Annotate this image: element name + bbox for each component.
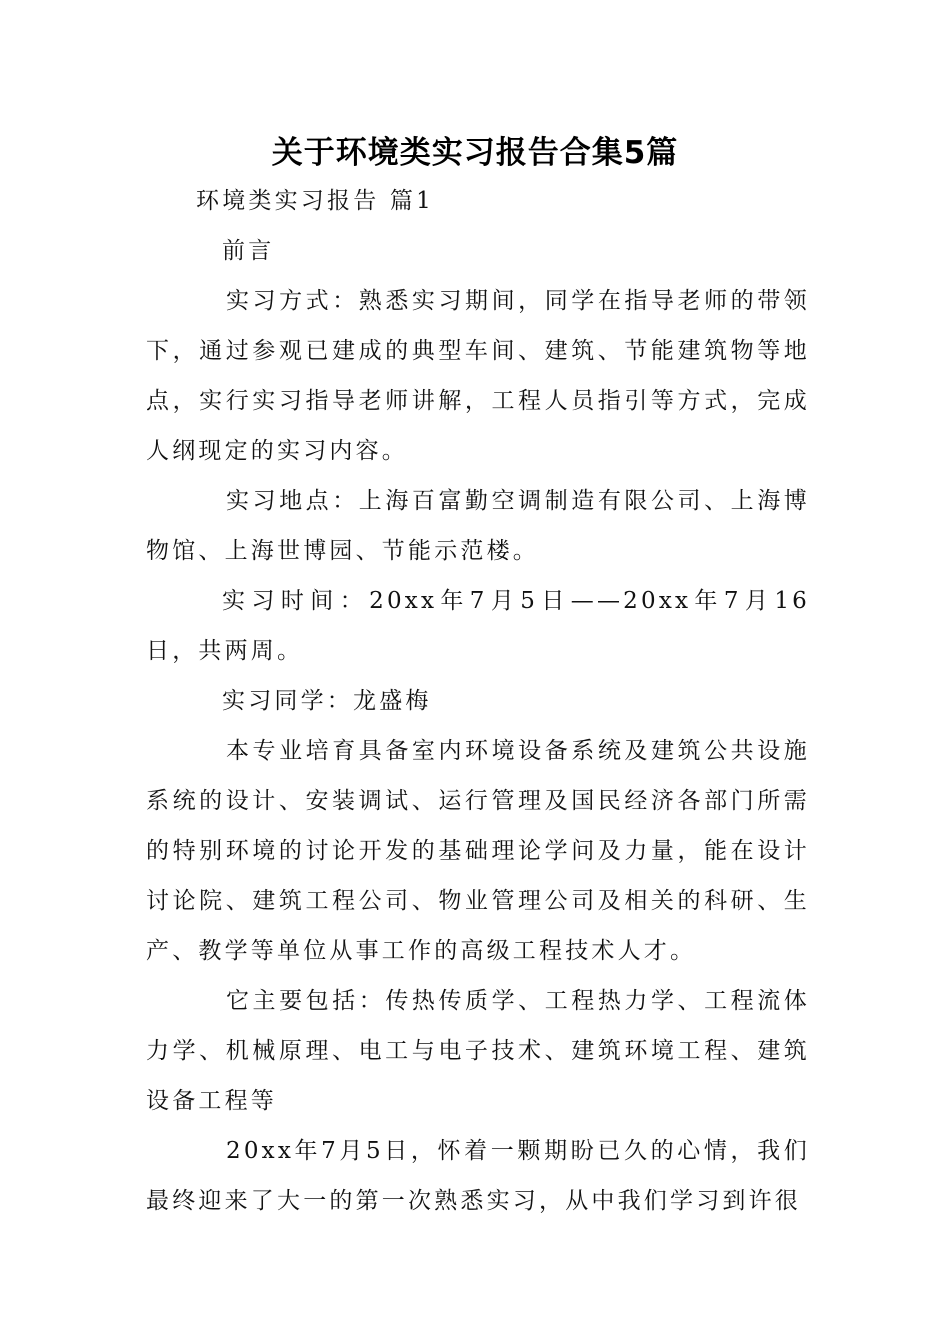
paragraph-main-courses: 它主要包括：传热传质学、工程热力学、工程流体力学、机械原理、电工与电子技术、建筑环境工程、建筑设备工程等 xyxy=(146,988,810,1114)
paragraph-preface: 前言 xyxy=(222,238,275,264)
paragraph-major-description: 本专业培育具备室内环境设备系统及建筑公共设施系统的设计、安装调试、运行管理及国民经济各部门所需的特别环境的讨论开发的基础理论学问及力量，能在设计讨论院、建筑工程公司、物业管理公司及相关的科研、生产、教学等单位从事工作的高级工程技术人才。 xyxy=(146,738,810,964)
paragraph-internship-method: 实习方式：熟悉实习期间，同学在指导老师的带领下，通过参观已建成的典型车间、建筑、节能建筑物等地点，实行实习指导老师讲解，工程人员指引等方式，完成人纲现定的实习内容。 xyxy=(146,288,810,464)
document-title: 关于环境类实习报告合集5篇 xyxy=(271,135,679,171)
section-heading: 环境类实习报告 篇1 xyxy=(196,188,434,214)
paragraph-internship-location: 实习地点：上海百富勤空调制造有限公司、上海博物馆、上海世博园、节能示范楼。 xyxy=(146,488,810,564)
paragraph-internship-time: 实习时间：20xx年7月5日——20xx年7月16日，共两周。 xyxy=(146,588,810,664)
paragraph-internship-student: 实习同学：龙盛梅 xyxy=(222,688,432,714)
paragraph-internship-start: 20xx年7月5日，怀着一颗期盼已久的心情，我们最终迎来了大一的第一次熟悉实习，从中我们学习到许很 xyxy=(146,1138,810,1214)
